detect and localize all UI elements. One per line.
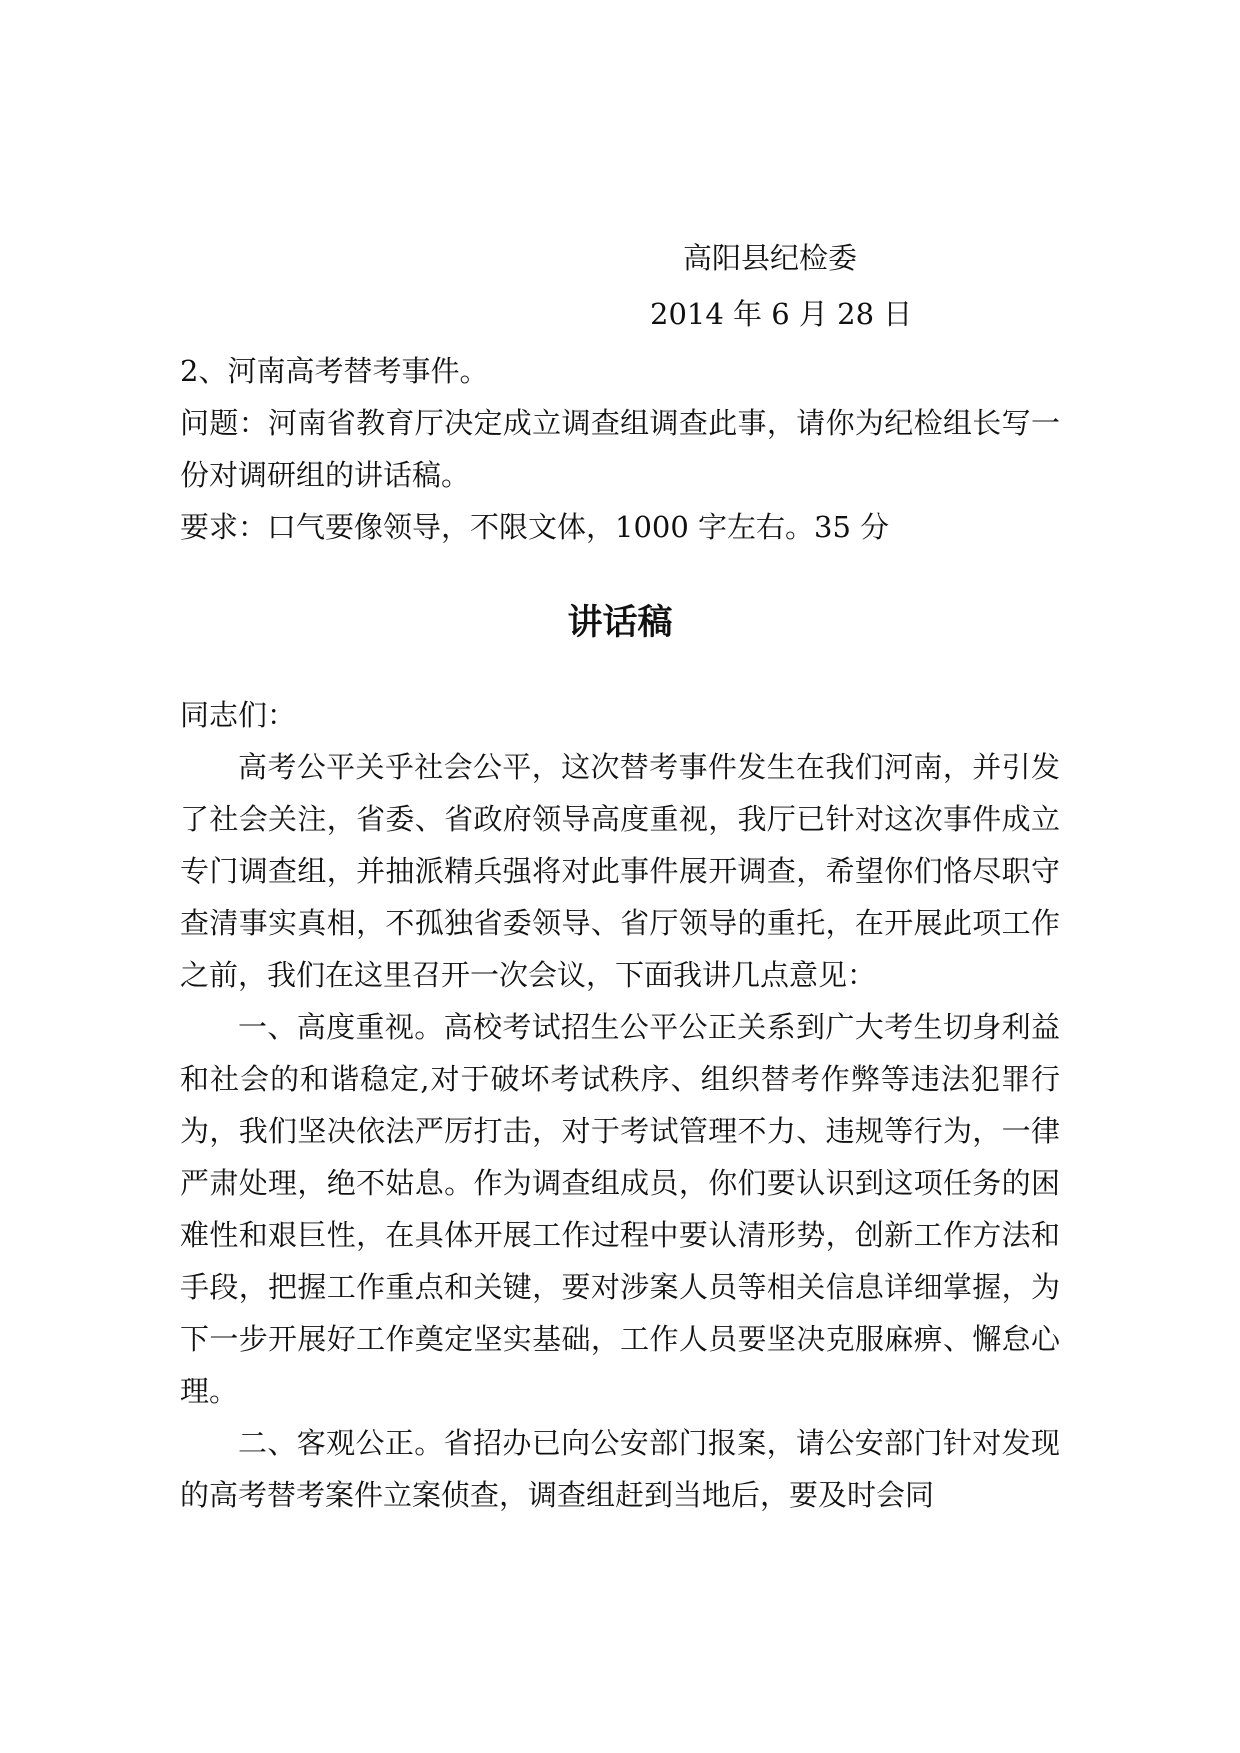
signature-organization: 高阳县纪检委	[683, 241, 858, 275]
speech-salutation: 同志们：	[180, 698, 297, 732]
speech-paragraph-intro: 高考公平关乎社会公平，这次替考事件发生在我们河南，并引发了社会关注，省委、省政府领导高度重视，我厅已针对这次事件成立专门调查组，并抽派精兵强将对此事件展开调查，希望你们恪尽职守查清事实真相，不孤独省委领导、省厅领导的重托，在开展此项工作之前，我们在这里召开一次会议，下面我讲几点意见：	[180, 750, 1060, 992]
signature-date: 2014 年 6 月 28 日	[650, 297, 913, 331]
question-heading: 2、河南高考替考事件。	[180, 354, 489, 388]
speech-paragraph-point-1: 一、高度重视。高校考试招生公平公正关系到广大考生切身利益和社会的和谐稳定,对于破坏考试秩序、组织替考作弊等违法犯罪行为，我们坚决依法严厉打击，对于考试管理不力、违规等行为，一律严肃处理，绝不姑息。作为调查组成员，你们要认识到这项任务的困难性和艰巨性，在具体开展工作过程中要认清形势，创新工作方法和手段，把握工作重点和关键，要对涉案人员等相关信息详细掌握，为下一步开展好工作奠定坚实基础，工作人员要坚决克服麻痹、懈怠心理。	[180, 1010, 1060, 1408]
speech-title: 讲话稿	[567, 603, 673, 643]
document-body	[180, 345, 1060, 1521]
question-problem: 问题：河南省教育厅决定成立调查组调查此事，请你为纪检组长写一份对调研组的讲话稿。	[180, 406, 1060, 492]
question-requirement: 要求：口气要像领导，不限文体，1000 字左右。35 分	[180, 510, 890, 544]
speech-paragraph-point-2: 二、客观公正。省招办已向公安部门报案，请公安部门针对发现的高考替考案件立案侦查，调查组赶到当地后，要及时会同	[180, 1426, 1060, 1512]
